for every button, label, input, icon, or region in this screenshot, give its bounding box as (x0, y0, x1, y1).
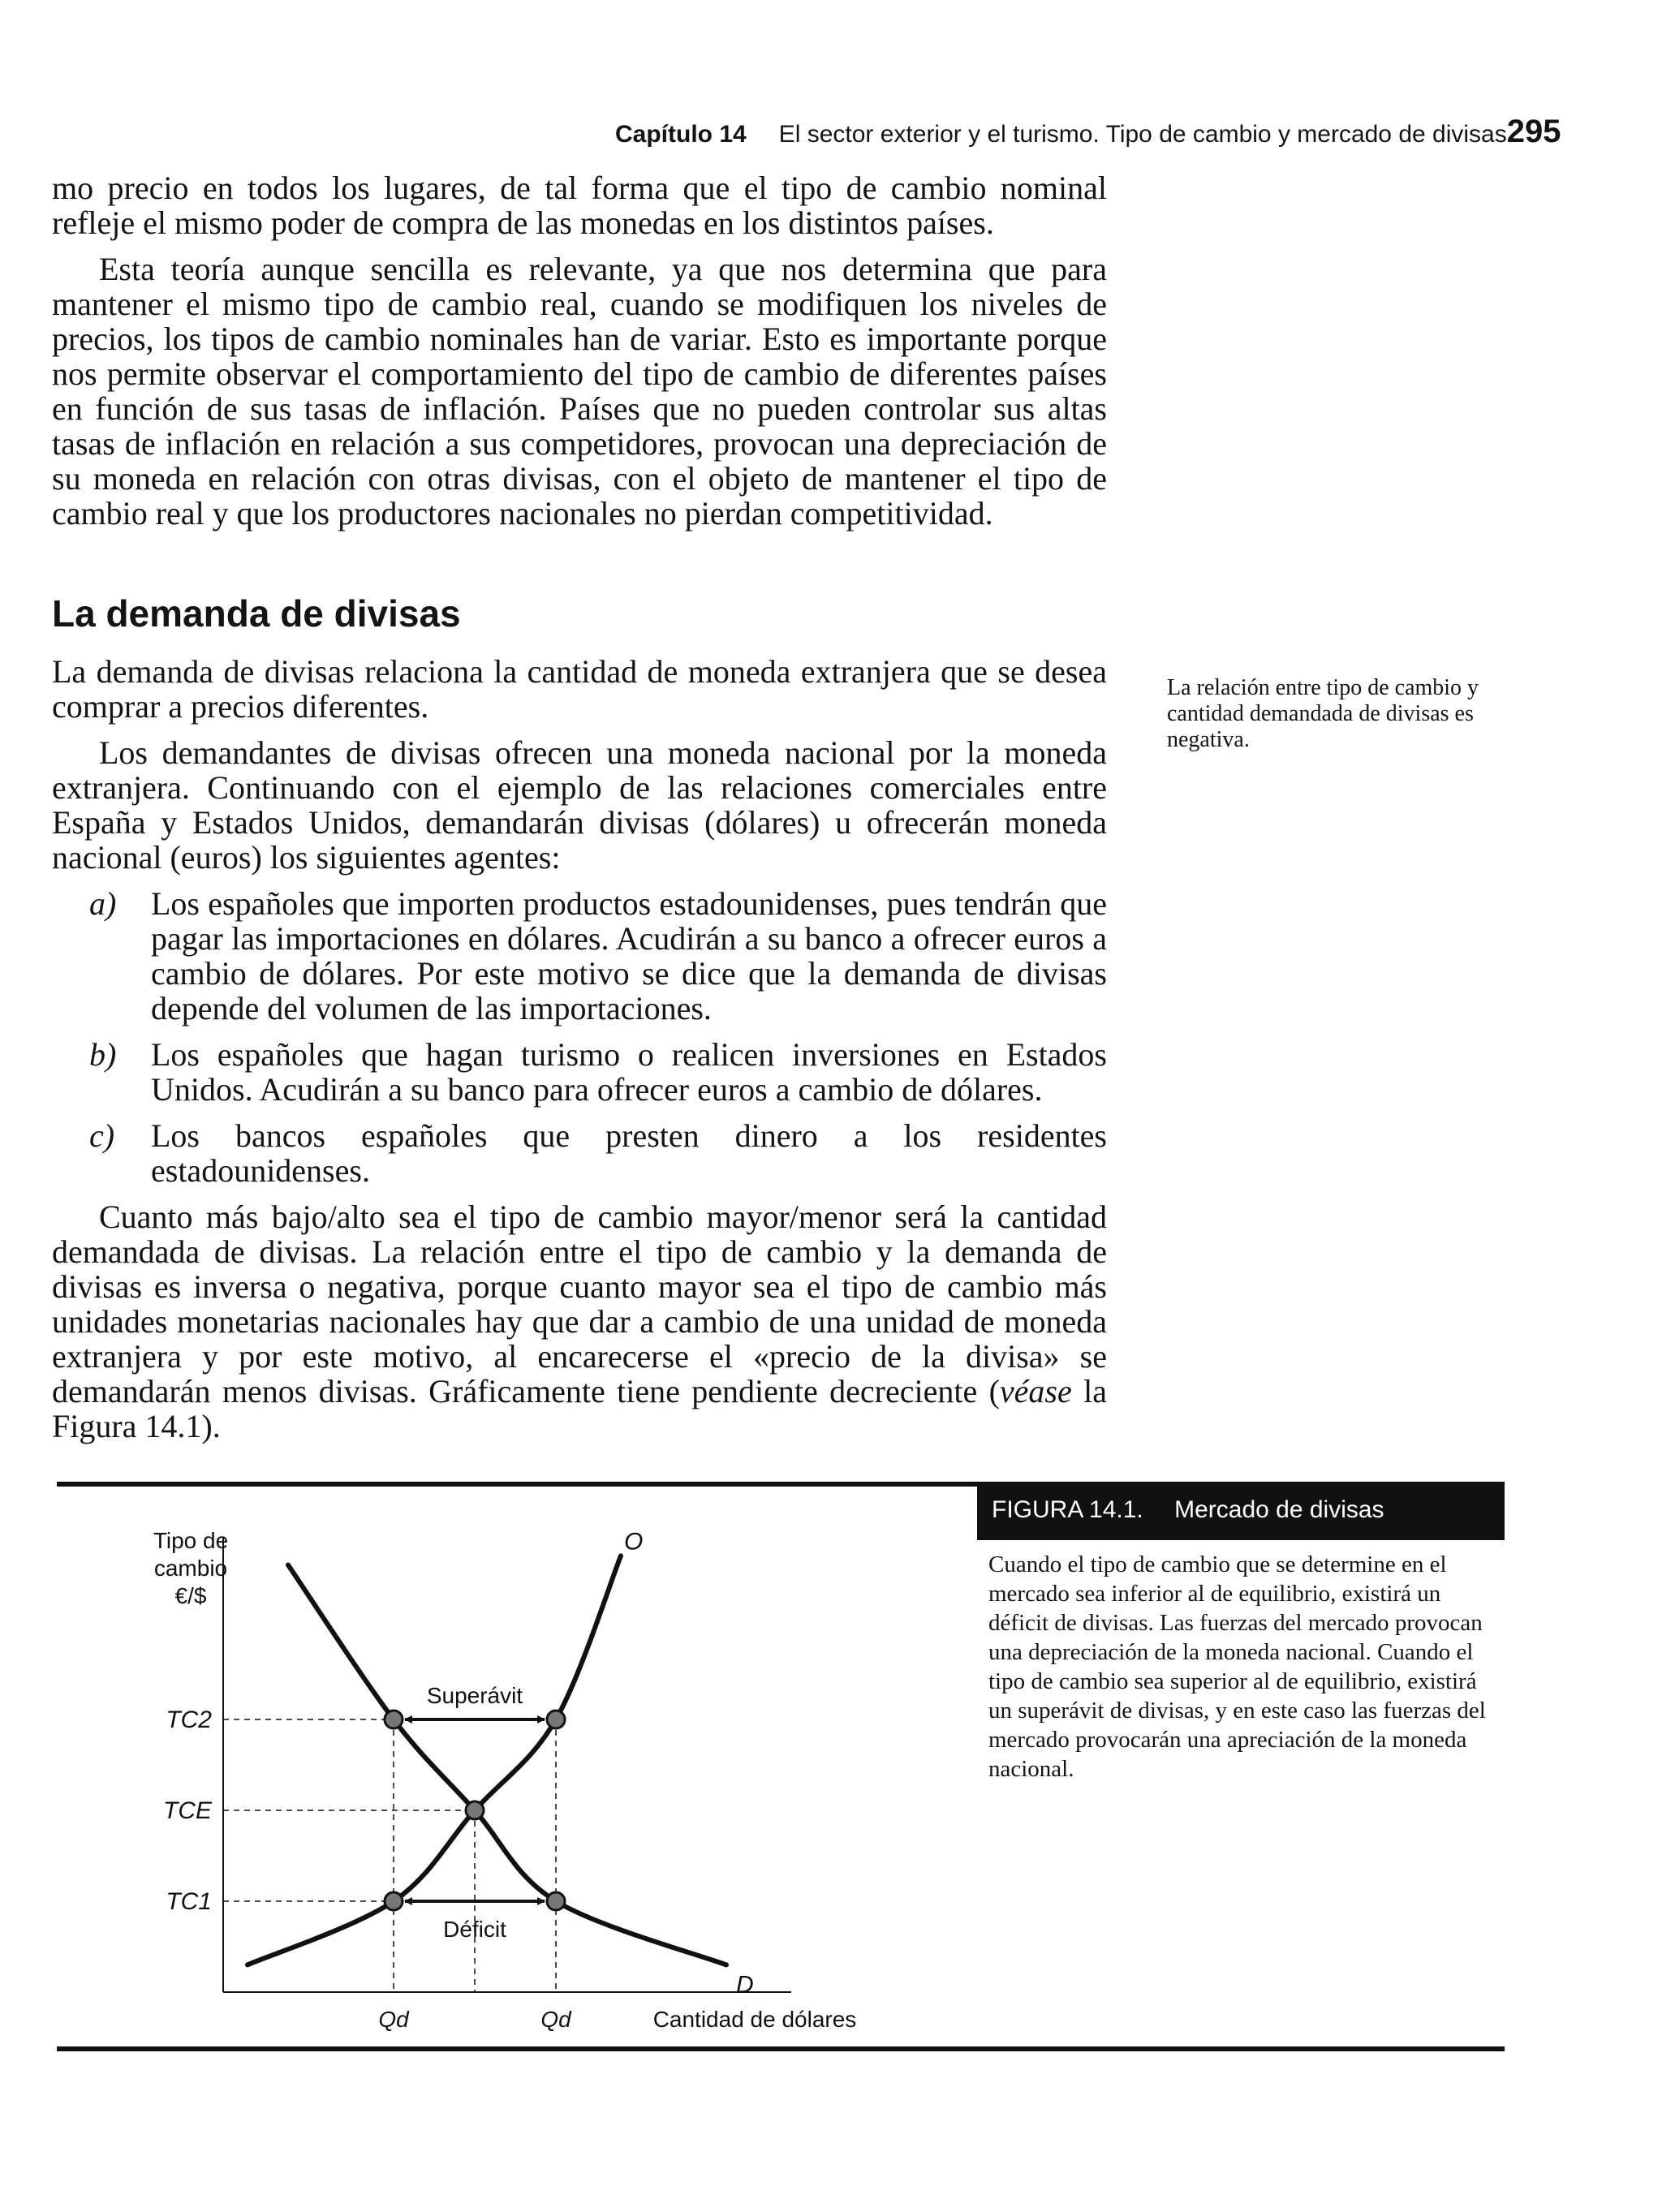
figure-label (977, 1482, 1505, 1540)
y-tick-label: TC1 (166, 1888, 212, 1915)
chapter-title: El sector exterior y el turismo. Tipo de cambio y mercado de divisas (778, 121, 1507, 148)
list-letter: b) (89, 1036, 117, 1073)
list-letter: c) (89, 1117, 115, 1154)
section-paragraph-3 (52, 1199, 1107, 1444)
figure-number: FIGURA 14.1. (992, 1496, 1143, 1523)
demand-label: D (736, 1971, 754, 1999)
list-text: Los españoles que importen productos estadounidenses, pues tendrán que pagar las importaciones en dólares. Acudirán a su banco a ofrecer euros a cambio de dólares. Por este motivo se dice que la demanda de divisas depende del volumen de las importaciones. (151, 885, 1107, 1026)
figure-caption: Cuando el tipo de cambio que se determine en el mercado sea inferior al de equilibrio, existirá un déficit de divisas. Las fuerzas del mercado provocan una depreciación de la moneda nacional. Cuando el tipo de cambio sea superior al de equilibrio, existirá un superávit de divisas, y en este caso las fuerzas del mercado provocarán una apreciación de la moneda nacional. (988, 1551, 1486, 1782)
intersection-point (547, 1892, 565, 1910)
section-heading: La demanda de divisas (52, 592, 461, 635)
margin-note: La relación entre tipo de cambio y cantidad demandada de divisas es negativa. (1167, 675, 1479, 752)
list-text: Los españoles que hagan turismo o realicen inversiones en Estados Unidos. Acudirán a su banco para ofrecer euros a cambio de dólares. (151, 1036, 1107, 1108)
figure-bottom-rule (57, 2046, 1505, 2051)
x-axis-label: Cantidad de dólares (652, 2007, 857, 2032)
chapter-label: Capítulo 14 (615, 121, 747, 148)
list-item (52, 1037, 1107, 1107)
intro-paragraph-2: Esta teoría aunque sencilla es relevante, ya que nos determina que para mantener el mismo tipo de cambio real, cuando se modifiquen los niveles de precios, los tipos de cambio nominales han de variar. Esto es importante porque nos permite observar el comportamiento del tipo de cambio de diferentes países en función de sus tasas de inflación. Países que no pueden controlar sus altas tasas de inflación en relación a sus competidores, provocan una depreciación de su moneda en relación con otras divisas, con el objeto de mantener el tipo de cambio real y que los productores nacionales no pierdan competitividad. (52, 251, 1107, 531)
currency-market-chart (97, 1501, 909, 2037)
list-letter: a) (89, 885, 117, 922)
intersection-point (385, 1892, 403, 1910)
chart-svg (97, 1501, 909, 2037)
page-number: 295 (1506, 114, 1561, 149)
intersection-point (547, 1711, 565, 1728)
y-tick-label: TCE (163, 1797, 212, 1824)
paragraph-3-text: Cuanto más bajo/alto sea el tipo de cambio mayor/menor será la cantidad demandada de divisas. La relación entre el tipo de cambio y la demanda de divisas es inversa o negativa, porque cuanto mayor sea el tipo de cambio más unidades monetarias nacionales hay que dar a cambio de una unidad de moneda extranjera y por este motivo, al encarecerse el «precio de la divisa» se demandarán menos divisas. Gráficamente tiene pendiente decreciente ( (52, 1199, 1107, 1409)
figure-title: Mercado de divisas (1174, 1496, 1384, 1523)
deficit-label: Déficit (443, 1917, 506, 1942)
y-axis-label: €/$ (174, 1583, 207, 1608)
intro-paragraph-1: mo precio en todos los lugares, de tal forma que el tipo de cambio nominal refleje el mismo poder de compra de las monedas en los distintos países. (52, 170, 1107, 241)
y-axis-label: cambio (153, 1556, 228, 1581)
intro-text (52, 170, 1107, 542)
section-paragraph-1: La demanda de divisas relaciona la cantidad de moneda extranjera que se desea comprar a precios diferentes. (52, 653, 1107, 725)
page-header (615, 114, 1561, 153)
surplus-label: Superávit (426, 1683, 523, 1708)
list-text: Los bancos españoles que presten dinero a los residentes estadounidenses. (151, 1117, 1107, 1189)
section-paragraph-2: Los demandantes de divisas ofrecen una moneda nacional por la moneda extranjera. Continuando con el ejemplo de las relaciones comerciales entre España y Estados Unidos, demandarán divisas (dólares) u ofrecerán moneda nacional (euros) los siguientes agentes: (52, 734, 1107, 876)
demand-curve (288, 1565, 726, 1965)
intersection-point (466, 1801, 484, 1819)
y-tick-label: TC2 (166, 1706, 212, 1733)
list-item (52, 886, 1107, 1026)
y-axis-label: Tipo de (153, 1528, 229, 1553)
x-tick-label: Qd (540, 2007, 571, 2032)
paragraph-3-italic: véase (999, 1373, 1072, 1409)
paragraph-3-end: la Figura 14.1). (52, 1373, 1107, 1444)
supply-label: O (624, 1528, 644, 1556)
list-item (52, 1118, 1107, 1188)
intersection-point (385, 1711, 403, 1728)
section-text (52, 654, 1107, 1455)
x-tick-label: Qd (378, 2007, 409, 2032)
